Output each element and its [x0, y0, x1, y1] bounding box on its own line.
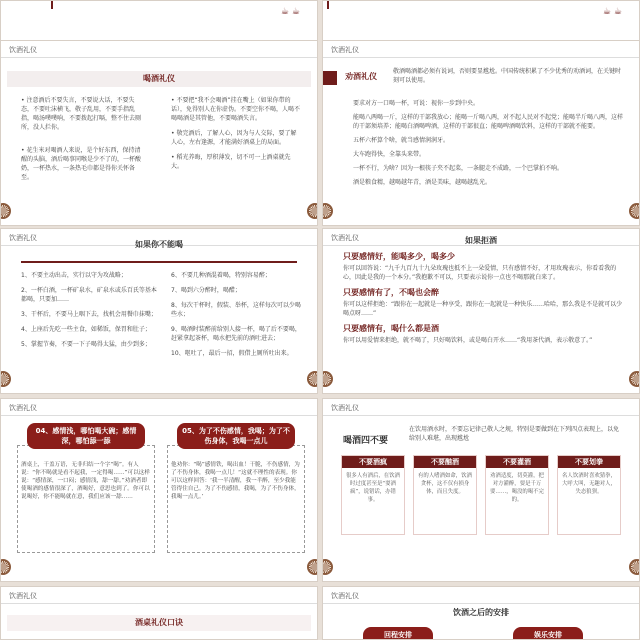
decorative-medallion-icon [322, 203, 333, 219]
section-heading: 只要感情有，喝什么都是酒 [343, 324, 439, 333]
intro-text: 在饮用酒水时，不要忘记律己敬人之规，特别是要做到在下列四点表现上，以免给别人难堪，出现尴尬 [409, 426, 620, 442]
slide-drinking-etiquette[interactable] [0, 40, 318, 226]
text-line: 能喝八两喝一斤，这样的干部我放心；能喝一斤喝八两，对不起人民对不起党；能喝半斤喝八两，这样的干部须培养；能喝白酒喝啤酒，这样的干部很直；能喝啤酒喝饮料，这样的干部就不能要。 [353, 114, 624, 130]
slide-title: 如果拒酒 [465, 236, 497, 245]
reply-card-05 [167, 445, 305, 553]
slide-refusing-drink[interactable] [322, 228, 640, 394]
list-item: 8、每次干杯时，假装、举杯，这样每次可以少喝些水； [171, 302, 301, 318]
text-line: 大车跑得快，全靠头来带。 [353, 151, 426, 158]
decorative-medallion-icon [629, 371, 640, 387]
slide-header: 饮酒礼仪 [9, 234, 37, 242]
text-line: 五杯六杯算个啥，就当感情润润牙。 [353, 137, 450, 144]
slide-header: 饮酒礼仪 [9, 404, 37, 412]
section-heading: 只要感情好，能喝多少，喝多少 [343, 252, 455, 261]
slide-toast-replies[interactable] [0, 398, 318, 582]
slide-header: 饮酒礼仪 [331, 592, 359, 600]
slide-title: 喝酒礼仪 [7, 71, 311, 87]
list-item: 9、喝酒时装醉前给别人接一杯，喝了后不要喝，赶紧拿起茶杯，喝水把先前的酒吐进去； [171, 326, 301, 342]
bullet-item: • 稻光养晦，厚积薄发，切不可一上酒桌就先大。 [171, 154, 291, 170]
slide-header: 饮酒礼仪 [9, 46, 37, 54]
list-item: 2、一杯白酒，一杯矿泉水，矿泉水或乐百氏等基本都喝，只要加…… [21, 287, 157, 303]
decorative-medallion-icon [307, 559, 318, 575]
slide-four-donts[interactable] [322, 398, 640, 582]
entertainment-arrangement-button[interactable]: 娱乐安排 [513, 627, 583, 640]
slide-if-you-cant-drink[interactable] [0, 228, 318, 394]
section-body: 你可以这样拒绝：“跟你在一起就是一种享受，跟你在一起就是一种快乐……哈哈，那么我是不是就可以少喝点呀……” [343, 301, 623, 317]
bullet-item: • 花生米对喝酒人来说，是个好东西，保持清醒的头脑，酒后喝事同喉是少不了的，一杯酸奶，一杯热水，一条热毛巾都是得你关怀备至。 [21, 147, 142, 181]
text-line: 要求对方一口喝一杯，可说：视你一步到中央。 [353, 100, 480, 107]
bullet-item: • 敬完酒后，了解人心，因为与人交际，要了解人心，左右逢源，才能满好酒桌上的局面。 [171, 130, 297, 146]
decorative-medallion-icon [629, 559, 640, 575]
teacup-icon: ☕☕ [602, 7, 625, 17]
slide-header: 饮酒礼仪 [331, 46, 359, 54]
decorative-medallion-icon [307, 371, 318, 387]
section-heading: 只要感情有了，不喝也会醉 [343, 288, 439, 297]
dont-card: 不要酗酒 有的人嗜酒如命，饮酒贪杯，这不仅有损身体，而且失度。 [413, 455, 477, 535]
list-item: 5、掌握节奏，不要一下子喝得太猛，由少到多； [21, 341, 151, 348]
teacup-icon: ☕☕ [280, 7, 303, 17]
slide-title: 如果你不能喝 [135, 240, 183, 249]
dont-card: 不要划拳 名人饮酒时喜欢猜拳，大呼大叫，无趣对人，失态狼狈。 [557, 455, 621, 535]
list-item: 1、不要主动出击，实行以守为攻战略； [21, 272, 127, 279]
slide-title: 劝酒礼仪 [345, 72, 377, 81]
card-body: 他劝你：“喝”感情铁，喝出血！干脆，不伤感情，为了不伤身体，我喝一点儿！“这就不理性的表现。你可以这样回答：‘我一半清醒，我一半醉，至少我能管得住自己。为了不伤感情，我喝，为了不伤身体，我喝一点儿。’ [171, 462, 300, 500]
card-title-04: 04、感情浅，哪怕喝大碗；感情深，哪怕舔一舔 [27, 423, 145, 449]
slide-title: 酒桌礼仪口诀 [7, 615, 311, 631]
card-body: 酒桌上，干盖万语，无非归结一个字“喝”。有人说：“你不喝就是看不起我，一定得喝……”可以这样说：“感情深，一口闷；感情浅，舔一舔。”劝酒者即使喝酒的感情很深了，酒喝好，意思也到了。你可以说喝好，你不能喝就在意，我们应该一舔…… [21, 462, 150, 500]
slide-header: 饮酒礼仪 [331, 404, 359, 412]
dont-card: 不要酒疯 很多人有酒后，在饮酒时过度甚至是“耍酒疯”，说错话，办错事。 [341, 455, 405, 535]
text-line: 一杯不行，为啥？因为一根筷子夹不起菜，一条腿走不成路，一个巴掌拍不响。 [353, 165, 564, 172]
section-body: 你可以用爱情来拒绝，就不喝了，只好喝饮料，或是喝白开水……“我用茶代酒，表示敬意了。” [343, 337, 593, 344]
slide-toast-etiquette[interactable] [322, 40, 640, 226]
card-title-05: 05、为了不伤感情，我喝；为了不伤身体，我喝一点儿 [177, 423, 295, 449]
slide-title: 饮酒之后的安排 [453, 608, 509, 617]
section-body: 你可以回答说：“九千九百九十九朵玫瑰也抵不上一朵爱情，只有感情不好，才用玫瑰表示，你看看我的心，因此是我的一个本分。”我抱歉不可以，只要表示说你一点也不喝那就白来了。 [343, 265, 617, 281]
dont-card: 不要灌酒 劝酒适度，切莫灌，把对方灌醉，要是千万要……，喝没的喝不完的。 [485, 455, 549, 535]
intro-text: 敬酒喝酒都必须有说词，否则要显尴尬。中国传统积累了不少优秀的劝酒词，在关键时刻可以使用。 [393, 68, 622, 84]
bullet-item: • 注意酒后不要失言，不要说大话，不要失态，不要吐沫横飞，敬子乱用，不要手指乱指，喝汤噗噗响，不要拨起打嗝，整不住去厕所，没人拦你。 [21, 97, 142, 131]
list-item: 10、呕吐了，最后一招，假借上厕所吐出来。 [171, 350, 293, 357]
bullet-item: • 不要把“我不会喝酒”挂在嘴上（如果你带的话），免得别人在你虚伪。不要空你不喝，人喝不喝喝酒是其管他，不要喝酒失言。 [171, 97, 301, 122]
list-item: 4、上座后先吃一些主食，如稀饭，保胃和肚子； [21, 326, 151, 333]
return-arrangement-button[interactable]: 回程安排 [363, 627, 433, 640]
list-item: 6、不要几种酒混着喝，特别容易醉； [171, 272, 271, 279]
decorative-medallion-icon [307, 203, 318, 219]
decorative-medallion-icon [0, 203, 11, 219]
slide-header: 饮酒礼仪 [331, 234, 359, 242]
reply-card-04 [17, 445, 155, 553]
decorative-medallion-icon [322, 371, 333, 387]
slide-header: 饮酒礼仪 [9, 592, 37, 600]
decorative-medallion-icon [0, 371, 11, 387]
slide-title: 喝酒四不要 [343, 436, 389, 446]
decorative-medallion-icon [0, 559, 11, 575]
list-item: 7、喝到六分醉时，喝醋； [171, 287, 241, 294]
list-item: 3、干杯后，不要马上咽下去，找机会用餐巾抹嘴； [21, 311, 157, 318]
slide-after-drinking[interactable] [322, 586, 640, 640]
decorative-medallion-icon [322, 559, 333, 575]
slide-toast-verse[interactable] [0, 586, 318, 640]
text-line: 酒是粮食精，越喝越年青，酒是美味，越喝越乱光。 [353, 179, 492, 186]
decorative-medallion-icon [629, 203, 640, 219]
